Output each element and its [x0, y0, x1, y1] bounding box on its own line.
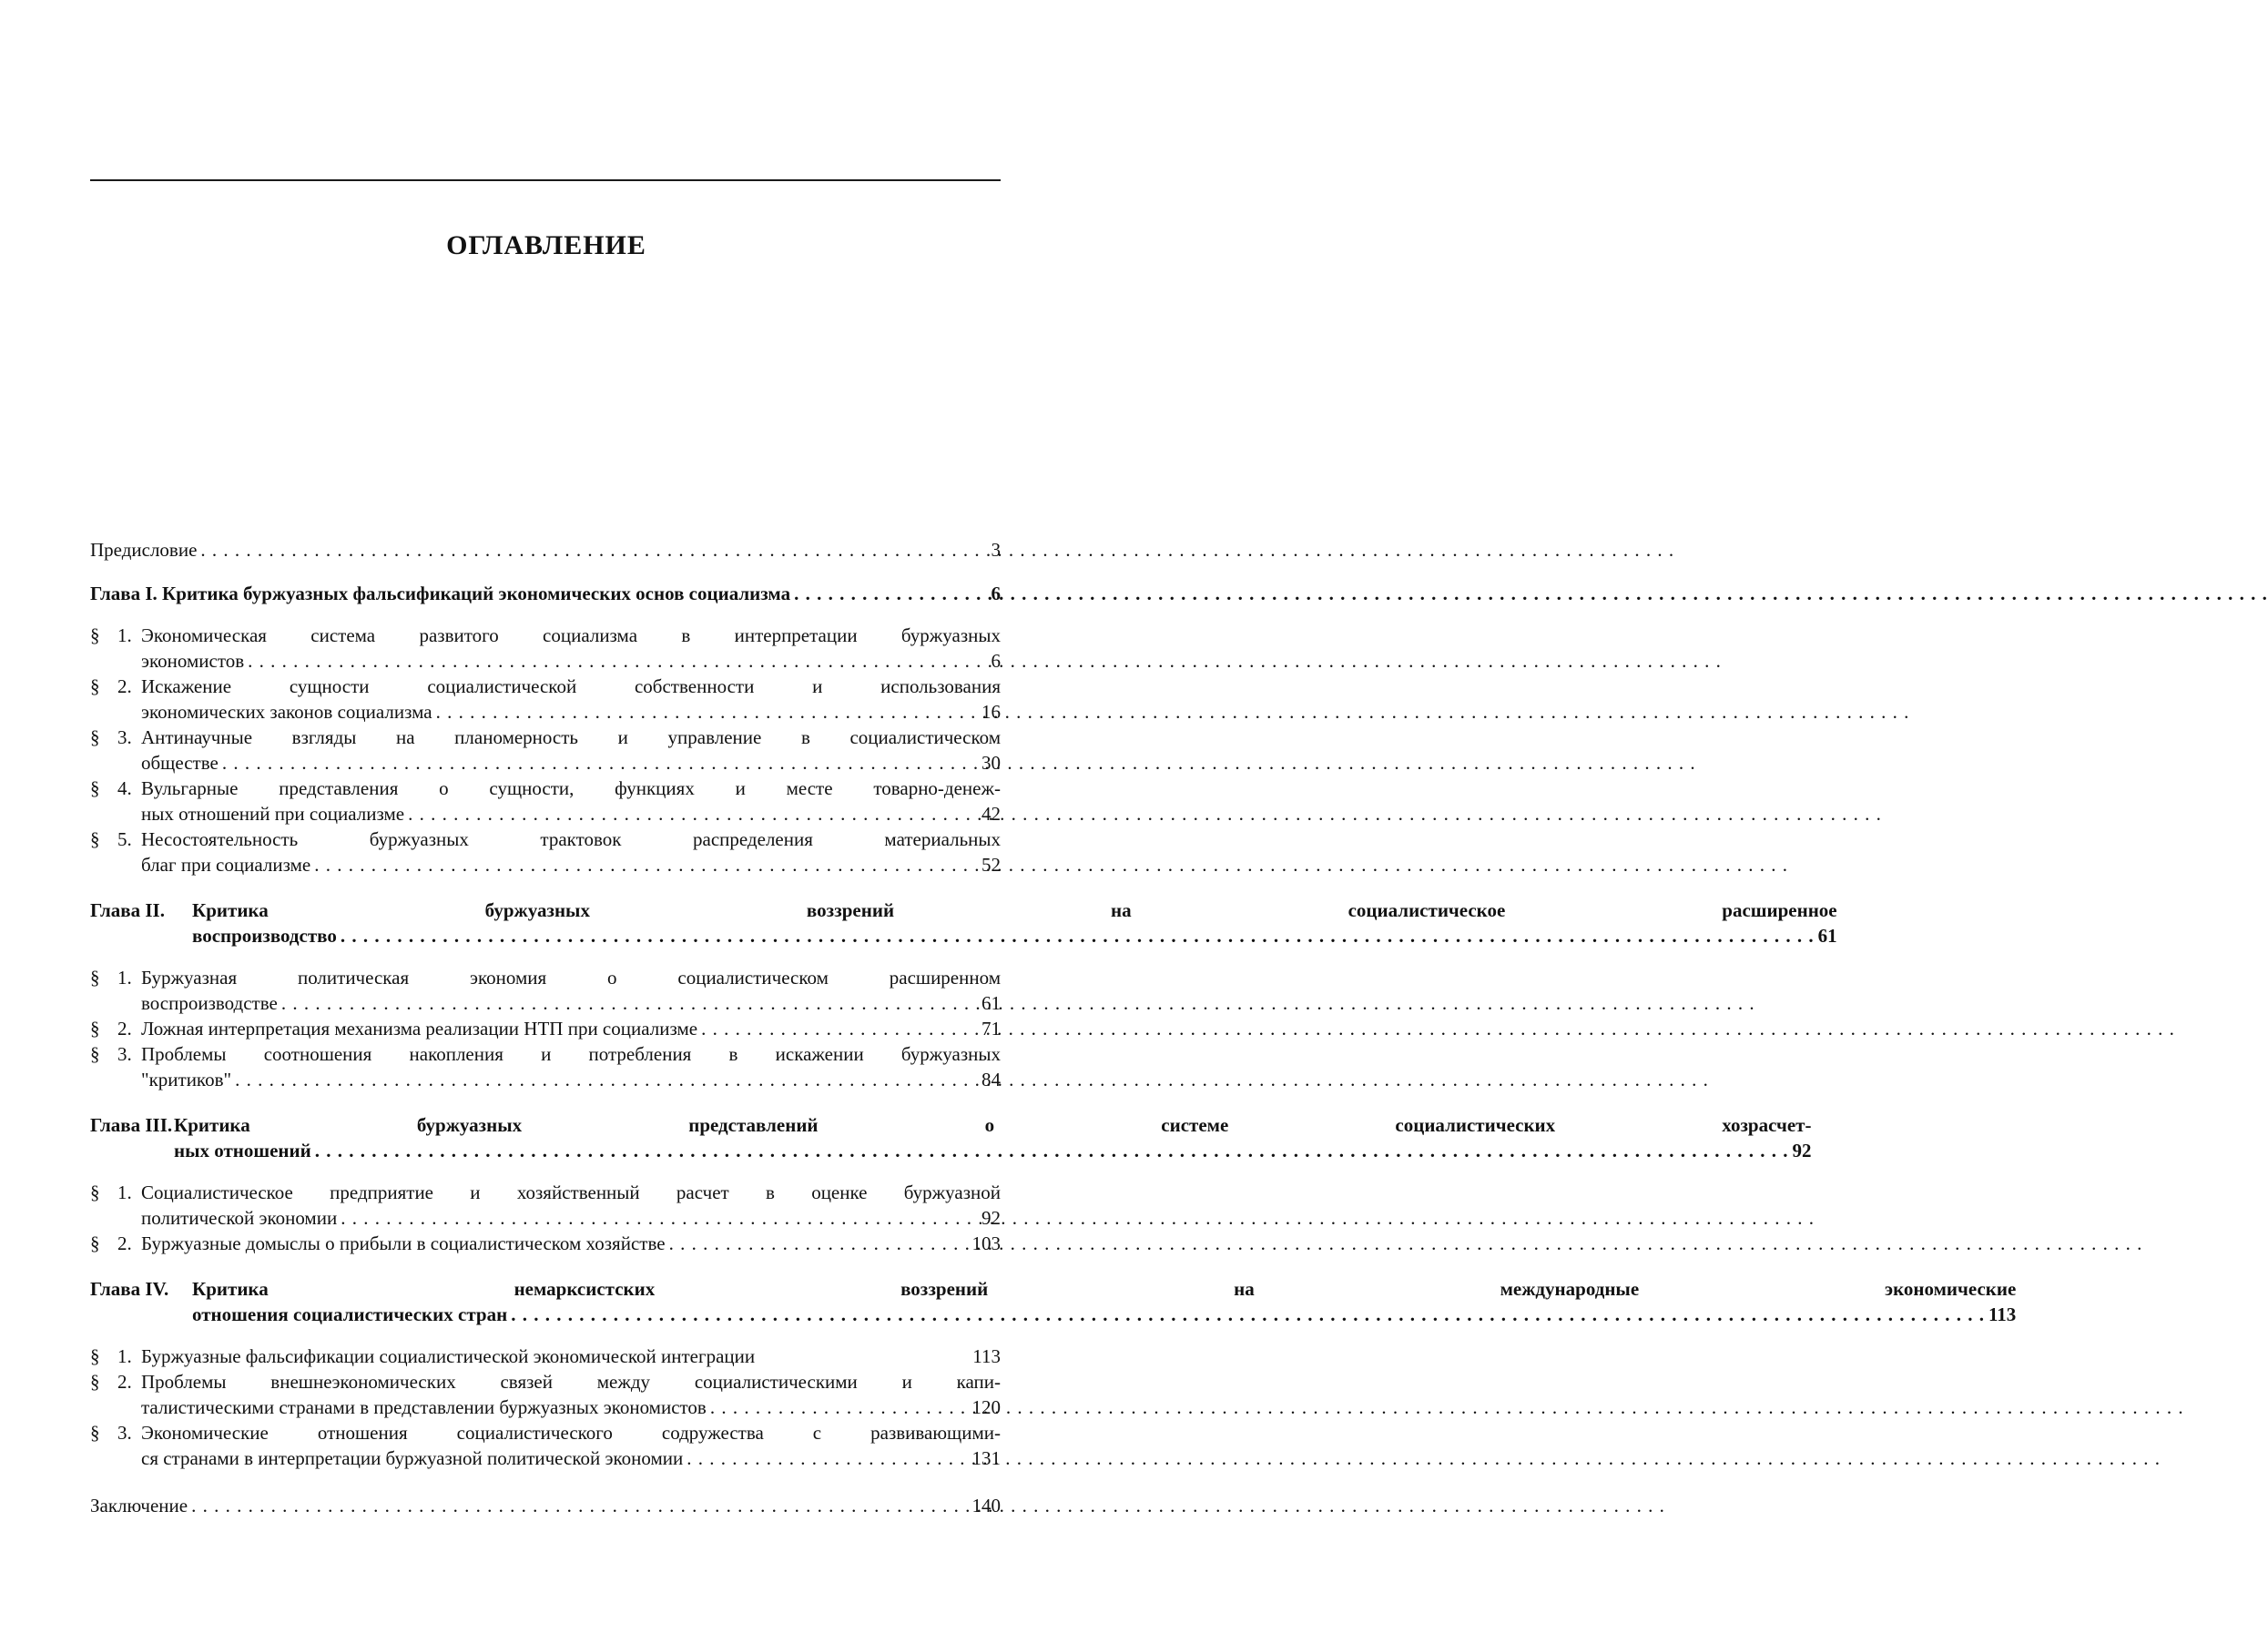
page-number: 3 [991, 539, 1001, 561]
chapter-head: Глава I. [90, 583, 158, 604]
dot-leader [341, 923, 1815, 948]
section-title-cont: благ при социализме [141, 854, 311, 876]
dot-leader [408, 801, 978, 827]
dot-leader [281, 990, 978, 1016]
section-number: 2. [117, 675, 132, 697]
section-title: Экономическая система развитого социализма в интерпретации буржуазных [141, 624, 1001, 646]
toc-chapter-3-sections [90, 1180, 1001, 1256]
dot-leader [235, 1067, 978, 1092]
section-title: Буржуазные фальсификации социалистической экономической интеграции [141, 1345, 756, 1367]
dot-leader [701, 1016, 978, 1041]
toc-label: Предисловие [90, 539, 198, 561]
toc-entry-chapter-3 [90, 1112, 1812, 1163]
toc-chapter-4-sections [90, 1344, 1001, 1471]
toc-section [90, 725, 1001, 776]
section-mark: § [90, 1422, 100, 1444]
toc-section [90, 965, 1001, 1016]
section-number: 3. [117, 726, 132, 748]
section-mark: § [90, 624, 100, 646]
chapter-title-cont: ных отношений [174, 1140, 311, 1161]
toc-label: Заключение [90, 1495, 188, 1516]
section-title: Ложная интерпретация механизма реализации НТП при социализме [141, 1018, 698, 1040]
section-title-cont: обществе [141, 752, 219, 774]
section-number: 3. [117, 1043, 132, 1065]
section-title: Вульгарные представления о сущности, функциях и месте товарно-денеж- [141, 777, 1001, 799]
page-number: 30 [981, 752, 1001, 774]
page-number: 103 [971, 1232, 1001, 1254]
chapter-title-cont: отношения социалистических стран [192, 1303, 508, 1325]
toc-section [90, 1231, 1001, 1256]
page-number: 6 [991, 650, 1001, 672]
page-number: 113 [1988, 1303, 2017, 1325]
page-number: 131 [971, 1447, 1001, 1469]
section-mark: § [90, 967, 100, 989]
toc-section [90, 1016, 1001, 1041]
chapter-head: Глава IV. [90, 1278, 169, 1300]
chapter-title: Критика буржуазных фальсификаций экономических основ социализма [162, 583, 791, 604]
section-title-cont: талистическими странами в представлении буржуазных экономистов [141, 1396, 707, 1418]
page-number: 16 [981, 701, 1001, 723]
table-of-contents [90, 537, 2017, 1518]
toc-entry-chapter-2 [90, 898, 1837, 948]
section-number: 1. [117, 1182, 132, 1203]
section-number: 2. [117, 1232, 132, 1254]
section-title-cont: воспроизводстве [141, 992, 278, 1014]
section-mark: § [90, 675, 100, 697]
section-number: 1. [117, 967, 132, 989]
toc-section [90, 1344, 1001, 1369]
page-number: 52 [981, 854, 1001, 876]
section-number: 4. [117, 777, 132, 799]
toc-chapter-2-sections [90, 965, 1001, 1092]
section-mark: § [90, 777, 100, 799]
toc-section [90, 1369, 1001, 1420]
section-title: Проблемы соотношения накопления и потребления в искажении буржуазных [141, 1043, 1001, 1065]
section-title-cont: "критиков" [141, 1069, 232, 1090]
dot-leader [191, 1493, 968, 1518]
page-number: 61 [1817, 925, 1837, 947]
section-title: Проблемы внешнеэкономических связей между социалистическими и капи- [141, 1371, 1001, 1393]
page-number: 71 [981, 1018, 1001, 1040]
toc-section [90, 827, 1001, 877]
section-mark: § [90, 1182, 100, 1203]
section-title: Искажение сущности социалистической собственности и использования [141, 675, 1001, 697]
dot-leader [315, 1138, 1789, 1163]
page-title: ОГЛАВЛЕНИЕ [446, 230, 646, 260]
page-number: 120 [971, 1396, 1001, 1418]
section-mark: § [90, 726, 100, 748]
toc-section [90, 1041, 1001, 1092]
chapter-title: Критика немарксистских воззрений на международные экономические [192, 1278, 2017, 1300]
chapter-title-cont: воспроизводство [192, 925, 337, 947]
chapter-head: Глава III. [90, 1114, 173, 1136]
section-mark: § [90, 1043, 100, 1065]
section-mark: § [90, 1345, 100, 1367]
dot-leader [341, 1205, 978, 1231]
section-title: Социалистическое предприятие и хозяйственный расчет в оценке буржуазной [141, 1182, 1001, 1203]
toc-section [90, 1180, 1001, 1231]
section-mark: § [90, 1018, 100, 1040]
section-title: Экономические отношения социалистического содружества с развивающими- [141, 1422, 1001, 1444]
section-title-cont: экономических законов социализма [141, 701, 432, 723]
top-rule [90, 179, 1001, 181]
section-number: 2. [117, 1371, 132, 1393]
section-number: 1. [117, 624, 132, 646]
dot-leader [248, 648, 987, 674]
page-number: 113 [972, 1345, 1001, 1367]
chapter-head: Глава II. [90, 899, 165, 921]
section-mark: § [90, 828, 100, 850]
section-number: 1. [117, 1345, 132, 1367]
section-number: 3. [117, 1422, 132, 1444]
section-mark: § [90, 1232, 100, 1254]
page-number: 140 [971, 1495, 1001, 1516]
dot-leader [794, 581, 987, 606]
page-number: 42 [981, 803, 1001, 825]
dot-leader [222, 750, 978, 776]
toc-section [90, 776, 1001, 827]
toc-chapter-1-sections [90, 623, 1001, 877]
section-title-cont: ных отношений при социализме [141, 803, 405, 825]
chapter-title: Критика буржуазных представлений о системе социалистических хозрасчет- [174, 1114, 1812, 1136]
section-number: 5. [117, 828, 132, 850]
toc-entry-chapter-1 [90, 581, 1001, 606]
dot-leader [314, 852, 978, 877]
chapter-title: Критика буржуазных воззрений на социалистическое расширенное [192, 899, 1837, 921]
page-number: 61 [981, 992, 1001, 1014]
toc-entry-chapter-4 [90, 1276, 2017, 1327]
toc-section [90, 623, 1001, 674]
section-title: Буржуазная политическая экономия о социалистическом расширенном [141, 967, 1001, 989]
section-title-cont: экономистов [141, 650, 245, 672]
dot-leader [669, 1231, 969, 1256]
section-title: Несостоятельность буржуазных трактовок распределения материальных [141, 828, 1001, 850]
dot-leader [511, 1302, 1985, 1327]
dot-leader [687, 1445, 968, 1471]
dot-leader [200, 537, 987, 563]
section-mark: § [90, 1371, 100, 1393]
page-number: 6 [991, 583, 1001, 604]
toc-entry-preface [90, 537, 1001, 563]
toc-section [90, 674, 1001, 725]
section-title: Антинаучные взгляды на планомерность и управление в социалистическом [141, 726, 1001, 748]
toc-section [90, 1420, 1001, 1471]
page-number: 92 [1792, 1140, 1812, 1161]
toc-entry-conclusion [90, 1493, 1001, 1518]
page-number: 84 [981, 1069, 1001, 1090]
section-title: Буржуазные домыслы о прибыли в социалистическом хозяйстве [141, 1232, 666, 1254]
section-title-cont: ся странами в интерпретации буржуазной политической экономии [141, 1447, 684, 1469]
dot-leader [710, 1395, 969, 1420]
section-number: 2. [117, 1018, 132, 1040]
dot-leader [436, 699, 978, 725]
section-title-cont: политической экономии [141, 1207, 338, 1229]
page-number: 92 [981, 1207, 1001, 1229]
